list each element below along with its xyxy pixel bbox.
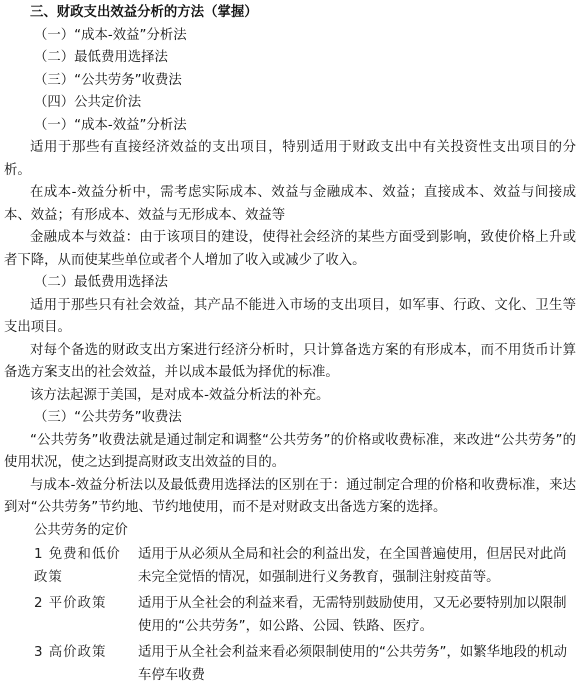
paragraph: 对每个备选的财政支出方案进行经济分析时，只计算备选方案的有形成本，而不用货币计算备选方案支出的社会效益，并以成本最低为择优的标准。 [4, 342, 576, 380]
method-item: （三）“公共劳务”收费法 [34, 72, 182, 88]
policy-description: 适用于从全社会利益来看必须限制使用的“公共劳务”，如繁华地段的机动车停车收费 [138, 645, 567, 683]
paragraph: 该方法起源于美国，是对成本-效益分析法的补充。 [30, 387, 330, 403]
method-item: （四）公共定价法 [34, 95, 142, 110]
paragraph: 适用于那些有直接经济效益的支出项目，特别适用于财政支出中有关投资性支出项目的分析。 [4, 140, 576, 178]
policy-name: 1 免费和低价政策 [34, 547, 121, 585]
paragraph: “公共劳务”收费法就是通过制定和调整“公共劳务”的价格或收费标准，来改进“公共劳务”的使用状况，使之达到提高财政支出效益的目的。 [4, 432, 576, 470]
table-row [34, 642, 574, 691]
paragraph: 金融成本与效益：由于该项目的建设，使得社会经济的某些方面受到影响，致使价格上升或者下降，从而使某些单位或者个人增加了收入或减少了收入。 [4, 230, 576, 268]
policy-description: 适用于从全社会的利益来看，无需特别鼓励使用，又无必要特别加以限制使用的“公共劳务”，如公路、公园、铁路、医疗。 [138, 596, 567, 634]
paragraph: 适用于那些只有社会效益，其产品不能进入市场的支出项目，如军事、行政、文化、卫生等支出项目。 [4, 297, 576, 335]
subsection-heading: （三）“公共劳务”收费法 [34, 410, 182, 425]
method-item: （一）“成本-效益”分析法 [34, 27, 187, 43]
section-heading: 三、财政支出效益分析的方法（掌握） [30, 5, 258, 20]
policy-name: 3 高价政策 [34, 645, 107, 660]
table-row [34, 544, 574, 593]
pricing-table [34, 544, 574, 691]
subsection-heading: （二）最低费用选择法 [34, 275, 168, 290]
subsection-heading: 公共劳务的定价 [34, 522, 128, 538]
method-list [4, 25, 576, 138]
method-item: （一）“成本-效益”分析法 [34, 117, 187, 133]
paragraph: 在成本-效益分析中，需考虑实际成本、效益与金融成本、效益；直接成本、效益与间接成本、效益；有形成本、效益与无形成本、效益等 [4, 185, 576, 223]
policy-description: 适用于从必须从全局和社会的利益出发，在全国普遍使用，但居民对此尚未完全觉悟的情况，如强制进行义务教育，强制注射疫苗等。 [138, 547, 567, 585]
paragraph: 与成本-效益分析法以及最低费用选择法的区别在于：通过制定合理的价格和收费标准，来达到对“公共劳务”节约地、节约地使用，而不是对财政支出备选方案的选择。 [4, 477, 576, 515]
table-row [34, 593, 574, 642]
method-item: （二）最低费用选择法 [34, 50, 168, 65]
policy-name: 2 平价政策 [34, 596, 107, 611]
